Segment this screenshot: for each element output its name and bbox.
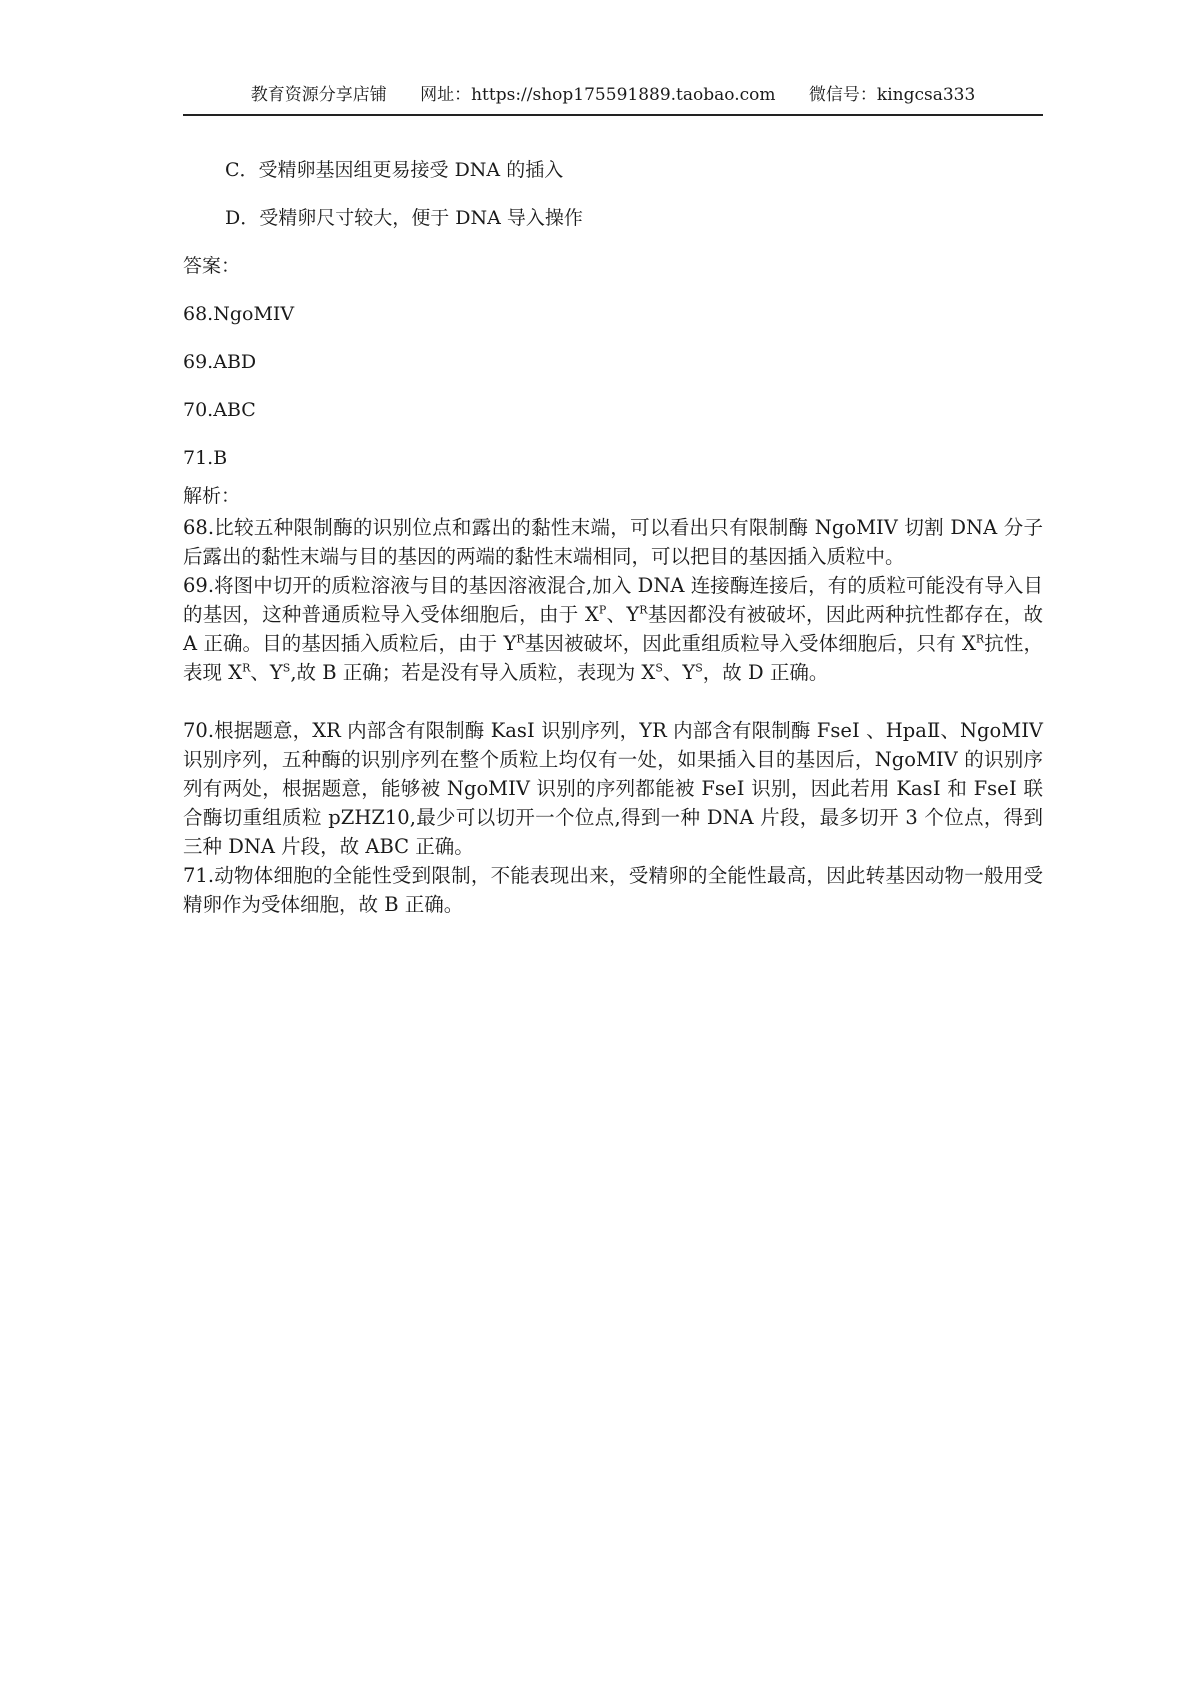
analysis-heading: 解析：	[183, 485, 241, 507]
answer-71: 71.B	[183, 447, 228, 469]
answer-68: 68.NgoMIV	[183, 303, 295, 325]
answer-70: 70.ABC	[183, 399, 256, 421]
shop-url: 网址：https://shop175591889.taobao.com	[420, 85, 776, 105]
analysis-68: 68.比较五种限制酶的识别位点和露出的黏性末端，可以看出只有限制酶 NgoMIV 切割 DNA 分子后露出的黏性末端与目的基因的两端的黏性末端相同，可以把目的基因插入质粒中。	[183, 516, 1043, 568]
page-header	[183, 84, 1043, 116]
shop-name: 教育资源分享店铺	[250, 85, 387, 105]
option-d: D．受精卵尺寸较大，便于 DNA 导入操作	[225, 207, 583, 229]
wechat-id: 微信号：kingcsa333	[808, 85, 976, 105]
answers-heading: 答案：	[183, 255, 241, 277]
answer-69: 69.ABD	[183, 351, 257, 373]
analysis-69: 69.将图中切开的质粒溶液与目的基因溶液混合,加入 DNA 连接酶连接后，有的质粒可能没有导入目的基因，这种普通质粒导入受体细胞后，由于 $X^P$、$Y^R$基因都没有被破坏，因此两种抗性都存在，故 A 正确。目的基因插入质粒后，由于 $Y^R$基因被破坏，因此重组质粒导入受体细胞后，只有 $X^R$抗性，表现 $X^R$、$Y^S$,故 B 正确；若是没有导入质粒，表现为 $X^S$、$Y^S$，故 D 正确。	[183, 574, 1043, 684]
analysis-70: 70.根据题意，XR 内部含有限制酶 KasⅠ 识别序列，YR 内部含有限制酶 FseⅠ 、HpaⅡ、NgoMIV 识别序列，五种酶的识别序列在整个质粒上均仅有一处，如果插入目的基因后，NgoMIV 的识别序列有两处，根据题意，能够被 NgoMIV 识别的序列都能被 FseⅠ 识别，因此若用 KasⅠ 和 FseⅠ 联合酶切重组质粒 pZHZ10,最少可以切开一个位点,得到一种 DNA 片段，最多切开 3 个位点，得到三种 DNA 片段，故 ABC 正确。	[183, 719, 1043, 858]
option-c: C．受精卵基因组更易接受 DNA 的插入	[225, 159, 564, 181]
analysis-71: 71.动物体细胞的全能性受到限制，不能表现出来，受精卵的全能性最高，因此转基因动物一般用受精卵作为受体细胞，故 B 正确。	[183, 864, 1043, 916]
